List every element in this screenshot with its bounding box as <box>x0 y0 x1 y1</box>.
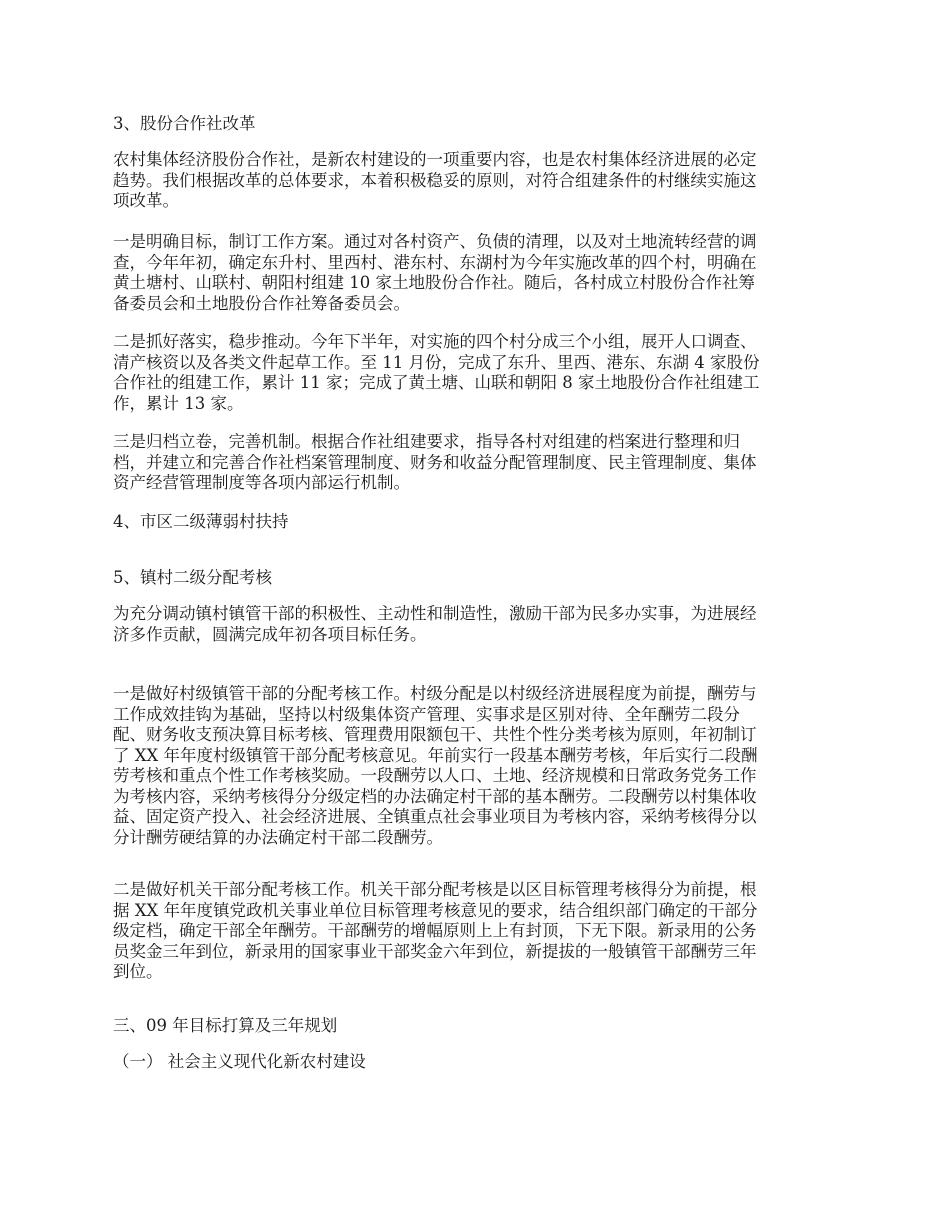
text-line: 了 XX 年年度村级镇管干部分配考核意见。年前实行一段基本酬劳考核，年后实行二段酬 <box>113 745 758 765</box>
text-line: 劳考核和重点个性工作考核奖励。一段酬劳以人口、土地、经济规模和日常政务党务工作 <box>113 766 757 785</box>
text-line: 3、股份合作社改革 <box>113 114 256 133</box>
text-line: （一） 社会主义现代化新农村建设 <box>113 1052 366 1071</box>
text-line: 清产核资以及各类文件起草工作。至 11 月份，完成了东升、里西、港东、东湖 4 家股份 <box>113 352 760 372</box>
text-line: 5、镇村二级分配考核 <box>113 568 272 587</box>
text-line: 三、09 年目标打算及三年规划 <box>113 1016 338 1035</box>
text-line: 档，并建立和完善合作社档案管理制度、财务和收益分配管理制度、民主管理制度、集体 <box>113 452 757 472</box>
text-line: 趋势。我们根据改革的总体要求，本着积极稳妥的原则，对符合组建条件的村继续实施这 <box>113 170 757 190</box>
text-line: 为考核内容，采纳考核得分分级定档的办法确定村干部的基本酬劳。二段酬劳以村集体收 <box>113 786 757 806</box>
text-line: 一是做好村级镇管干部的分配考核工作。村级分配是以村级经济进展程度为前提，酬劳与 <box>113 684 757 703</box>
text-line: 配、财务收支预决算目标考核、管理费用限额包干、共性个性分类考核为原则，年初制订 <box>113 725 757 744</box>
text-line: 据 XX 年年度镇党政机关事业单位目标管理考核意见的要求，结合组织部门确定的干部分 <box>113 900 758 920</box>
text-line: 三是归档立卷，完善机制。根据合作社组建要求，指导各村对组建的档案进行整理和归 <box>113 432 740 451</box>
text-line: 二是抓好落实，稳步推动。今年下半年，对实施的四个村分成三个小组，展开人口调查、 <box>113 332 757 351</box>
text-line: 资产经营管理制度等各项内部运行机制。 <box>113 473 410 492</box>
text-line: 农村集体经济股份合作社，是新农村建设的一项重要内容，也是农村集体经济进展的必定 <box>113 150 757 169</box>
text-line: 黄土塘村、山联村、朝阳村组建 10 家土地股份合作社。随后，各村成立村股份合作社筹 <box>113 273 755 292</box>
text-line: 合作社的组建工作，累计 11 家；完成了黄土塘、山联和朝阳 8 家土地股份合作社组建工 <box>113 373 760 392</box>
text-line: 项改革。 <box>113 191 179 210</box>
text-line: 二是做好机关干部分配考核工作。机关干部分配考核是以区目标管理考核得分为前提，根 <box>113 880 757 899</box>
text-line: 一是明确目标，制订工作方案。通过对各村资产、负债的清理，以及对土地流转经营的调 <box>113 232 757 251</box>
text-line: 济多作贡献，圆满完成年初各项目标任务。 <box>113 624 427 644</box>
text-line: 到位。 <box>113 962 163 981</box>
text-line: 备委员会和土地股份合作社筹备委员会。 <box>113 293 410 313</box>
text-line: 员奖金三年到位，新录用的国家事业干部奖金六年到位，新提拔的一般镇管干部酬劳三年 <box>113 941 757 961</box>
text-line: 分计酬劳硬结算的办法确定村干部二段酬劳。 <box>113 827 443 847</box>
text-line: 工作成效挂钩为基础，坚持以村级集体资产管理、实事求是区别对待、全年酬劳二段分 <box>113 704 740 724</box>
text-line: 为充分调动镇村镇管干部的积极性、主动性和制造性，激励干部为民多办实事，为进展经 <box>113 604 757 623</box>
text-line: 查，今年年初，确定东升村、里西村、港东村、东湖村为今年实施改革的四个村，明确在 <box>113 252 757 272</box>
text-line: 级定档，确定干部全年酬劳。干部酬劳的增幅原则上上有封顶，下无下限。新录用的公务 <box>113 921 757 940</box>
text-line: 益、固定资产投入、社会经济进展、全镇重点社会事业项目为考核内容，采纳考核得分以 <box>113 807 757 826</box>
text-line: 作，累计 13 家。 <box>113 393 244 413</box>
text-line: 4、市区二级薄弱村扶持 <box>113 512 289 531</box>
